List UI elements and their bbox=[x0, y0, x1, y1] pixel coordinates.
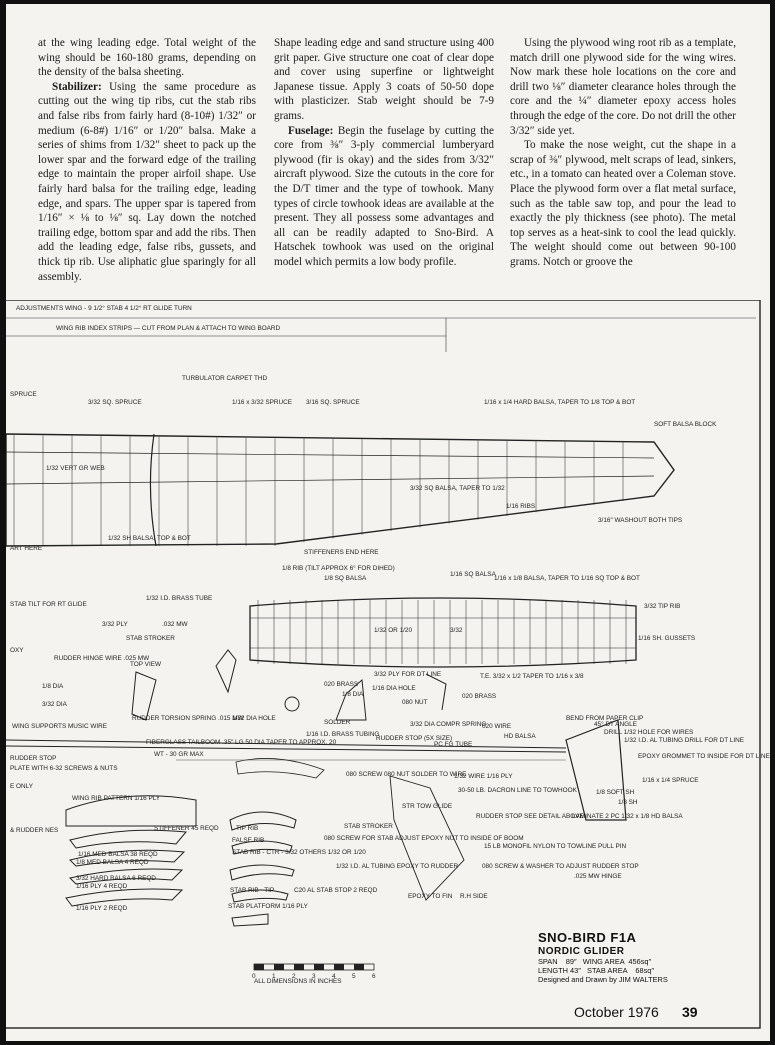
plan-callout: 1/16 x 1/8 BALSA, TAPER TO 1/16 SQ TOP & BOT bbox=[494, 575, 640, 582]
article-column-2 bbox=[274, 36, 494, 270]
plan-callout: 3/32 TIP RIB bbox=[644, 603, 681, 610]
scale-tick-label: 0 bbox=[252, 973, 256, 980]
plan-callout: WING SUPPORTS MUSIC WIRE bbox=[12, 723, 108, 730]
plan-callout: 1/16 PLY 2 REQD bbox=[76, 905, 128, 912]
plan-callout: 1/16 x 1/4 SPRUCE bbox=[642, 777, 699, 784]
plan-callout: 1/16 x 3/32 SPRUCE bbox=[232, 399, 293, 406]
plan-callout: DRILL 1/32 HOLE FOR WIRES bbox=[604, 729, 694, 736]
plan-callout: 3/32 SQ. SPRUCE bbox=[88, 399, 142, 406]
plan-callout: 1/32 OR 1/20 bbox=[374, 627, 413, 634]
plan-callout: 3/32 DIA bbox=[42, 701, 67, 708]
plan-callout: C20 AL STAB STOP 2 REQD bbox=[294, 887, 378, 894]
plan-callout: & RUDDER NES bbox=[10, 827, 59, 834]
plan-callout: 1/8 SQ BALSA bbox=[324, 575, 367, 582]
paragraph: To make the nose weight, cut the shape in a scrap of ⅜″ plywood, melt scraps of lead, sinkers, etc., in a tomato can heated over a Coleman stove. Place the plywood form over a flat metal surface, such as the table saw top, and pour the lead to exactly the ply thickness (see photo). The metal top serves as a heat-sink to cool the lead quickly. The weight should come out between 90-100 grams. Notch or groove the bbox=[510, 139, 736, 268]
plan-subtitle: NORDIC GLIDER bbox=[538, 946, 625, 957]
plan-callout: STAB RIB - TIP bbox=[230, 887, 275, 894]
plan-callout: 1/16 x 1/4 HARD BALSA, TAPER TO 1/8 TOP & BOT bbox=[484, 399, 636, 406]
plan-callout: WING RIB PATTERN 1/16 PLY bbox=[72, 795, 161, 802]
plan-callout: STIFFENERS END HERE bbox=[304, 549, 379, 556]
issue-date: October 1976 bbox=[574, 1004, 659, 1020]
plan-callout: 1/32 I.D. AL TUBING DRILL FOR DT LINE bbox=[624, 737, 745, 744]
plan-callout: RUDDER STOP (5X SIZE) bbox=[376, 735, 453, 742]
plan-callout: SOLDER bbox=[324, 719, 351, 726]
plan-callout: .025 MW HINGE bbox=[574, 873, 622, 880]
plan-callout: 3/32 PLY FOR DT LINE bbox=[374, 671, 442, 678]
plan-callout: R.H SIDE bbox=[460, 893, 488, 900]
designer-credit: Designed and Drawn by JIM WALTERS bbox=[538, 975, 668, 984]
plan-callout: TIP RIB bbox=[236, 825, 259, 832]
plan-callout: ART HERE bbox=[10, 545, 43, 552]
wing-index-header: WING RIB INDEX STRIPS — CUT FROM PLAN & ATTACH TO WING BOARD bbox=[56, 325, 281, 332]
plan-callout: 1/8 MED BALSA 4 REQD bbox=[76, 859, 149, 866]
plan-callout: STAB PLATFORM 1/16 PLY bbox=[228, 903, 308, 910]
plan-callout: FIBERGLASS TAILBOOM .35″ LG 50 DIA TAPER TO APPROX. 20 bbox=[146, 739, 337, 746]
plan-callout: TOP VIEW bbox=[130, 661, 162, 668]
wing-plan bbox=[6, 434, 674, 546]
plan-callout: 3/16″ WASHOUT BOTH TIPS bbox=[598, 517, 683, 524]
plan-callout: SPRUCE bbox=[10, 391, 37, 398]
plan-callout: STAB STROKER bbox=[344, 823, 393, 830]
plan-callout: RUDDER STOP bbox=[10, 755, 57, 762]
plan-callout: 1/8 SH bbox=[618, 799, 638, 806]
magazine-page bbox=[6, 4, 770, 1041]
plan-callout: 3/32 PLY bbox=[102, 621, 128, 628]
plan-callout: 30-50 LB. DACRON LINE TO TOWHOOK bbox=[458, 787, 577, 794]
plan-callout: 1/16 SQ BALSA bbox=[450, 571, 496, 578]
plan-callout: 1/16 MED BALSA 38 REQD bbox=[78, 851, 158, 858]
paragraph: Fuselage: Begin the fuselage by cutting the core from ⅜″ 3-ply commercial lumberyard plywood (fir is okay) and the sides from 3/32″ aircraft plywood. Size the cutouts in the core for the D/T timer and the type of towhook. Many types of circle towhook ideas are available at the present. They all possess some advantages and all can be readily adapted to Sno-Bird. A Hatschek towhook was used on the original model which permits a low body profile. bbox=[274, 124, 494, 268]
scale-tick-label: 2 bbox=[292, 973, 296, 980]
plan-callout: 080 NUT bbox=[402, 699, 428, 706]
plan-callout: PLATE WITH 6-32 SCREWS & NUTS bbox=[10, 765, 118, 772]
plan-callout: 020 BRASS bbox=[462, 693, 497, 700]
plan-callout: T.E. 3/32 x 1/2 TAPER TO 1/16 x 3/8 bbox=[480, 673, 584, 680]
plan-callout: 3/32 DIA COMPR SPRING bbox=[410, 721, 487, 728]
plan-callout: 020 BRASS bbox=[324, 681, 359, 688]
article-column-1 bbox=[38, 36, 256, 284]
page-number: 39 bbox=[682, 1004, 698, 1020]
plan-callout: FALSE RIB bbox=[232, 837, 265, 844]
plan-callout: 020 WIRE bbox=[482, 723, 512, 730]
plan-callout: WT - 30 GR MAX bbox=[154, 751, 204, 758]
plan-callout: 3/32 bbox=[450, 627, 463, 634]
plan-callout: 1/8 RIB (TILT APPROX 6° FOR DIHED) bbox=[282, 565, 395, 572]
plan-callout: 3/32 SQ BALSA, TAPER TO 1/32 bbox=[410, 485, 505, 492]
plan-callout: HD BALSA bbox=[504, 733, 536, 740]
spec-line-2: LENGTH 43″ STAB AREA 68sq″ bbox=[538, 966, 655, 975]
plan-callout: 1/16 SH. GUSSETS bbox=[638, 635, 696, 642]
plan-callout: STAB RIB - CTR - 3/32 OTHERS 1/32 OR 1/20 bbox=[232, 849, 366, 856]
plan-callout: BEND FROM PAPER CLIP bbox=[566, 715, 644, 722]
scale-tick-label: 1 bbox=[272, 973, 276, 980]
scale-caption: ALL DIMENSIONS IN INCHES bbox=[254, 978, 342, 985]
plan-callout: 1/32 I.D. BRASS TUBE bbox=[146, 595, 213, 602]
plan-callout: 1/16 DIA HOLE bbox=[372, 685, 416, 692]
plan-callout: .032 MW bbox=[162, 621, 188, 628]
plan-callout: RUDDER STOP SEE DETAIL ABOVE bbox=[476, 813, 584, 820]
plan-callout: TURBULATOR CARPET THD bbox=[182, 375, 268, 382]
plan-callout: 45° DT ANGLE bbox=[594, 721, 637, 728]
scale-tick-label: 3 bbox=[312, 973, 316, 980]
plan-callout: SOFT BALSA BLOCK bbox=[654, 421, 717, 428]
plan-callout: PC FG TUBE bbox=[434, 741, 473, 748]
section-heading: Stabilizer: bbox=[52, 80, 102, 93]
article-column-3 bbox=[510, 36, 736, 270]
plan-callout: 080 SCREW FOR STAB ADJUST EPOXY NUT TO INSIDE OF BOOM bbox=[324, 835, 524, 842]
plan-callout: OXY bbox=[10, 647, 24, 654]
plan-callout: LAMINATE 2 PC 1/32 x 1/8 HD BALSA bbox=[572, 813, 683, 820]
plan-callout: 1/32 VERT GR WEB bbox=[46, 465, 105, 472]
stab-plan bbox=[250, 598, 636, 667]
plan-callout: 3/32 HARD BALSA 6 REQD bbox=[76, 875, 156, 882]
plan-callout: 080 SCREW & WASHER TO ADJUST RUDDER STOP bbox=[482, 863, 639, 870]
plan-callout: 1/32 DIA HOLE bbox=[232, 715, 276, 722]
plan-callout: RUDDER TORSION SPRING .015 MW bbox=[132, 715, 244, 722]
plan-callout: STR TOW GLIDE bbox=[402, 803, 453, 810]
plan-callout: 080 SCREW 080 NUT SOLDER TO WIRE bbox=[346, 771, 467, 778]
paragraph: Shape leading edge and sand structure using 400 grit paper. Give structure one coat of clear dope and cover using superfine or lightweight Japanese tissue. Apply 3 coats of 50-50 dope with plasticizer. Stab weight should be 7-9 grams. bbox=[274, 37, 494, 122]
plan-callout: 1/16 I.D. BRASS TUBING bbox=[306, 731, 380, 738]
plan-callout: 1/16 PLY 4 REQD bbox=[76, 883, 128, 890]
plan-callout: E ONLY bbox=[10, 783, 33, 790]
scale-tick-label: 4 bbox=[332, 973, 336, 980]
plan-callout: STAB STROKER bbox=[126, 635, 175, 642]
paragraph: Using the plywood wing root rib as a template, match drill one plywood side for the wing wires. Now mark these hole locations on the core and drill two ⅛″ diameter clearance holes through the core and the ¼″ diameter epoxy access holes through the edge of the core. Do not drill the other 3/32″ side yet. bbox=[510, 37, 736, 137]
plan-callout: 3/16 SQ. SPRUCE bbox=[306, 399, 360, 406]
plan-callout: RUDDER HINGE WIRE .025 MW bbox=[54, 655, 150, 662]
plan-callout: EPOXY TO FIN bbox=[408, 893, 453, 900]
scale-tick-label: 6 bbox=[372, 973, 376, 980]
plan-callout: EPOXY GROMMET TO INSIDE FOR DT LINE bbox=[638, 753, 770, 760]
plan-callout: 1/16 RIBS bbox=[506, 503, 536, 510]
glider-plan-drawing bbox=[6, 300, 770, 1040]
plan-callout: 1/32 I.D. AL TUBING EPOXY TO RUDDER bbox=[336, 863, 459, 870]
plan-callout: 1/8 DIA bbox=[42, 683, 64, 690]
section-heading: Fuselage: bbox=[288, 124, 334, 137]
paragraph: at the wing leading edge. Total weight of the wing should be 160-180 grams, depending on the density of the balsa sheeting. bbox=[38, 37, 256, 79]
plan-callout: 1/32 WIRE 1/16 PLY bbox=[454, 773, 513, 780]
spec-line-1: SPAN 89″ WING AREA 456sq″ bbox=[538, 957, 652, 966]
plan-title: SNO-BIRD F1A bbox=[538, 930, 637, 945]
plan-callout: 1/8 DIA bbox=[342, 691, 364, 698]
plan-callout: 1/8 SOFT SH bbox=[596, 789, 635, 796]
plan-callout: 1/32 SH BALSA, TOP & BOT bbox=[108, 535, 191, 542]
plan-callout: 15 LB MONOFIL NYLON TO TOWLINE PULL PIN bbox=[484, 843, 627, 850]
plan-callout: ADJUSTMENTS WING - 9 1/2° STAB 4 1/2° RT GLIDE TURN bbox=[16, 305, 192, 312]
title-block bbox=[538, 930, 738, 984]
plan-callout: STAB TILT FOR RT GLIDE bbox=[10, 601, 87, 608]
scale-tick-label: 5 bbox=[352, 973, 356, 980]
plan-callout: STIFFENER 45 REQD bbox=[154, 825, 219, 832]
paragraph: Stabilizer: Using the same procedure as cutting out the wing tip ribs, cut the stab ribs and false ribs from fairly hard (8-10#) 1/32″ or medium (6-8#) 1/16″ or 1/20″ balsa. Make a series of shims from 1/32″ sheet to pack up the lower spar and the forward edge of the trailing edge to maintain the proper airfoil shape. Use fairly hard balsa for the trailing edge, leading edge, and spars. The upper spar is tapered from 1/16″ × ⅛ to ⅛″ sq. Lay down the notched trailing edge, bottom spar and add the ribs. Then add the leading edge, false ribs, gussets, and thick tip rib. Use aliphatic glue sparingly for all assembly. bbox=[38, 80, 256, 283]
